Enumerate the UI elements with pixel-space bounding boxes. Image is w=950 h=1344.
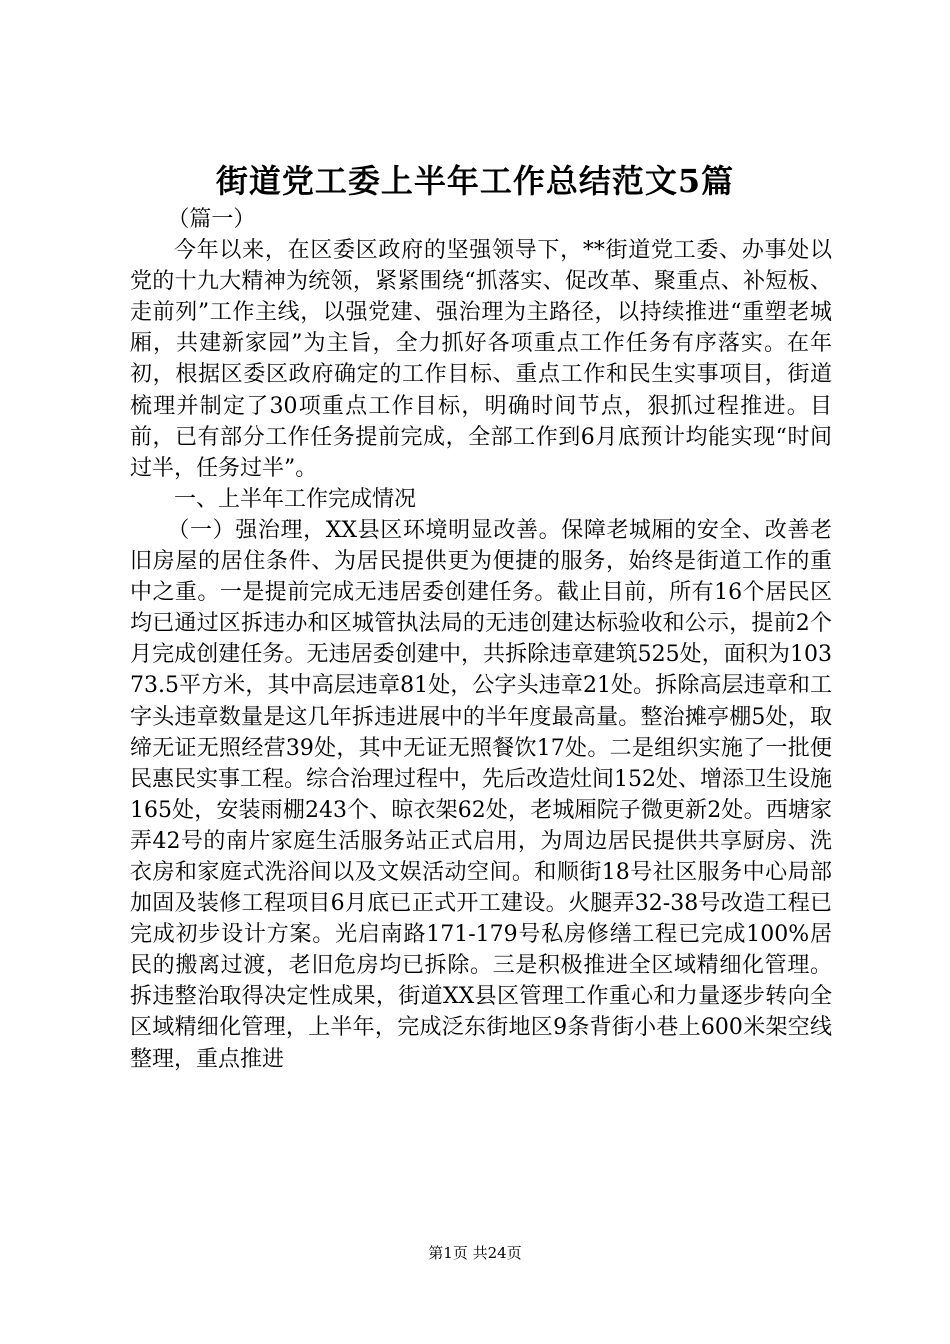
document-title: 街道党工委上半年工作总结范文5篇 xyxy=(215,162,735,200)
subsection-paragraph: （一）强治理，XX县区环境明显改善。保障老城厢的安全、改善老旧房屋的居住条件、为居民提供更为便捷的服务，始终是街道工作的重中之重。一是提前完成无违居委创建任务。截止目前，所有16个居民区均已通过区拆违办和区城管执法局的无违创建达标验收和公示，提前2个月完成创建任务。无违居委创建中，共拆除违章建筑525处，面积为10373.5平方米，其中高层违章81处，公字头违章21处。拆除高层违章和工字头违章数量是这几年拆违进展中的半年度最高量。整治摊亭棚5处，取缔无证无照经营39处，其中无证无照餐饮17处。二是组织实施了一批便民惠民实事工程。综合治理过程中，先后改造灶间152处、增添卫生设施165处，安装雨棚243个、晾衣架62处，老城厢院子微更新2处。西塘家弄42号的南片家庭生活服务站正式启用，为周边居民提供共享厨房、洗衣房和家庭式洗浴间以及文娱活动空间。和顺街18号社区服务中心局部加固及装修工程项目6月底已正式开工建设。火腿弄32-38号改造工程已完成初步设计方案。光启南路171-179号私房修缮工程已完成100%居民的搬离过渡，老旧危房均已拆除。三是积极推进全区域精细化管理。拆违整治取得决定性成果，街道XX县区管理工作重心和力量逐步转向全区域精细化管理，上半年，完成泛东街地区9条背街小巷上600米架空线整理，重点推进 xyxy=(130,517,832,1072)
intro-paragraph: 今年以来，在区委区政府的坚强领导下，**街道党工委、办事处以党的十九大精神为统领，紧紧围绕“抓落实、促改革、聚重点、补短板、走前列”工作主线，以强党建、强治理为主路径，以持续推进“重塑老城厢，共建新家园”为主旨，全力抓好各项重点工作任务有序落实。在年初，根据区委区政府确定的工作目标、重点工作和民生实事项目，街道梳理并制定了30项重点工作目标，明确时间节点，狠抓过程推进。目前，已有部分工作任务提前完成，全部工作到6月底预计均能实现“时间过半，任务过半”。 xyxy=(130,238,832,481)
document-body xyxy=(130,204,832,1075)
section-label: （篇一） xyxy=(167,207,256,232)
page-number-footer: 第1页 共24页 xyxy=(428,1244,522,1262)
section-heading: 一、上半年工作完成情况 xyxy=(174,486,417,512)
